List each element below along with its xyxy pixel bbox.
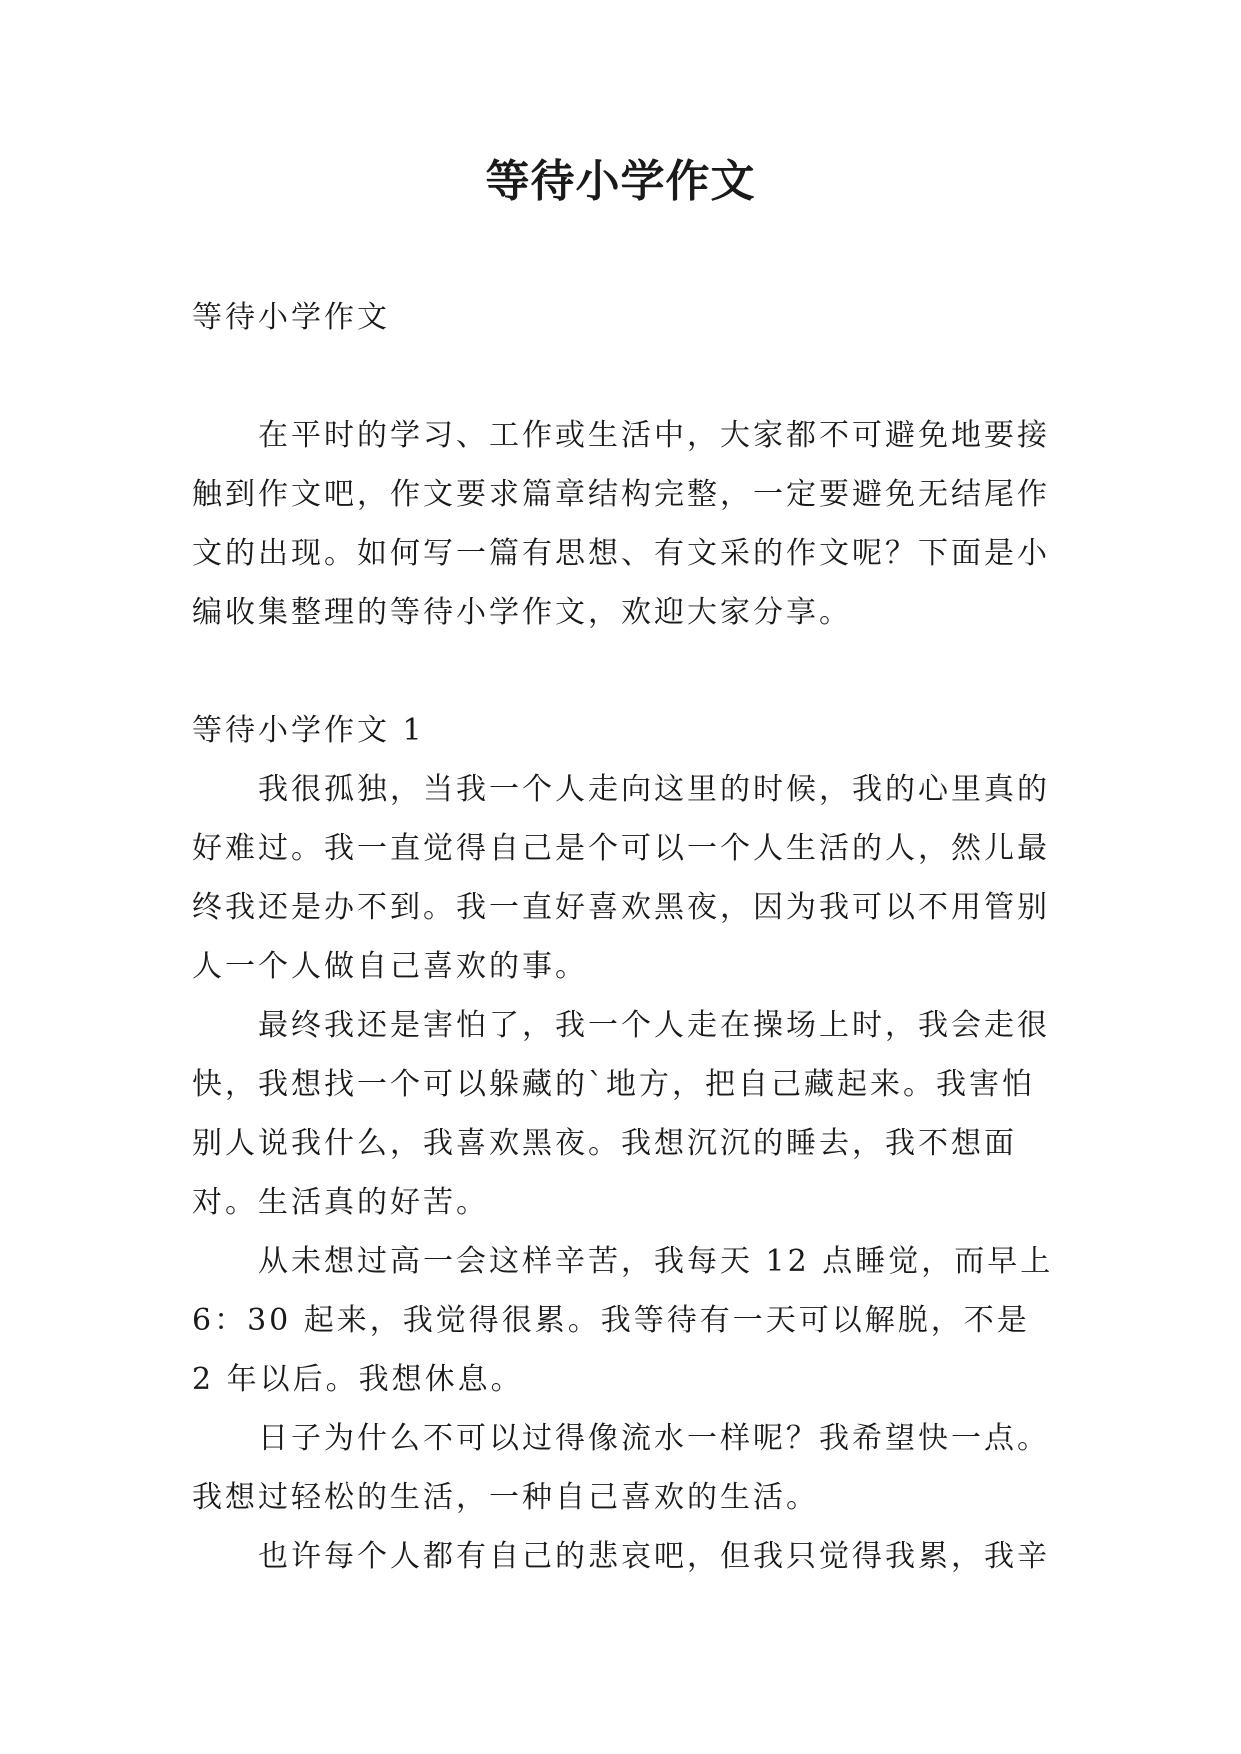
- body-paragraph: 日子为什么不可以过得像流水一样呢？我希望快一点。我想过轻松的生活，一种自己喜欢的生活。: [192, 1421, 1050, 1515]
- body-paragraph: 我很孤独，当我一个人走向这里的时候，我的心里真的好难过。我一直觉得自己是个可以一个人生活的人，然儿最终我还是办不到。我一直好喜欢黑夜，因为我可以不用管别人一个人做自己喜欢的事。: [192, 772, 1050, 984]
- body-paragraph: 最终我还是害怕了，我一个人走在操场上时，我会走很快，我想找一个可以躲藏的`地方，把自己藏起来。我害怕别人说我什么，我喜欢黑夜。我想沉沉的睡去，我不想面对。生活真的好苦。: [192, 1008, 1050, 1220]
- body-paragraph: 也许每个人都有自己的悲哀吧，但我只觉得我累，我辛: [258, 1539, 1050, 1574]
- body-paragraph: 从未想过高一会这样辛苦，我每天 12 点睡觉，而早上 6：30 起来，我觉得很累。我等待有一天可以解脱，不是 2 年以后。我想休息。: [192, 1244, 1054, 1397]
- document-body: [192, 288, 1062, 1586]
- document-subtitle: 等待小学作文: [192, 300, 390, 335]
- intro-paragraph: 在平时的学习、工作或生活中，大家都不可避免地要接触到作文吧，作文要求篇章结构完整，一定要避免无结尾作文的出现。如何写一篇有思想、有文采的作文呢？下面是小编收集整理的等待小学作文，欢迎大家分享。: [192, 418, 1050, 630]
- section-title: 等待小学作文 1: [192, 713, 425, 748]
- document-title: 等待小学作文: [485, 156, 756, 207]
